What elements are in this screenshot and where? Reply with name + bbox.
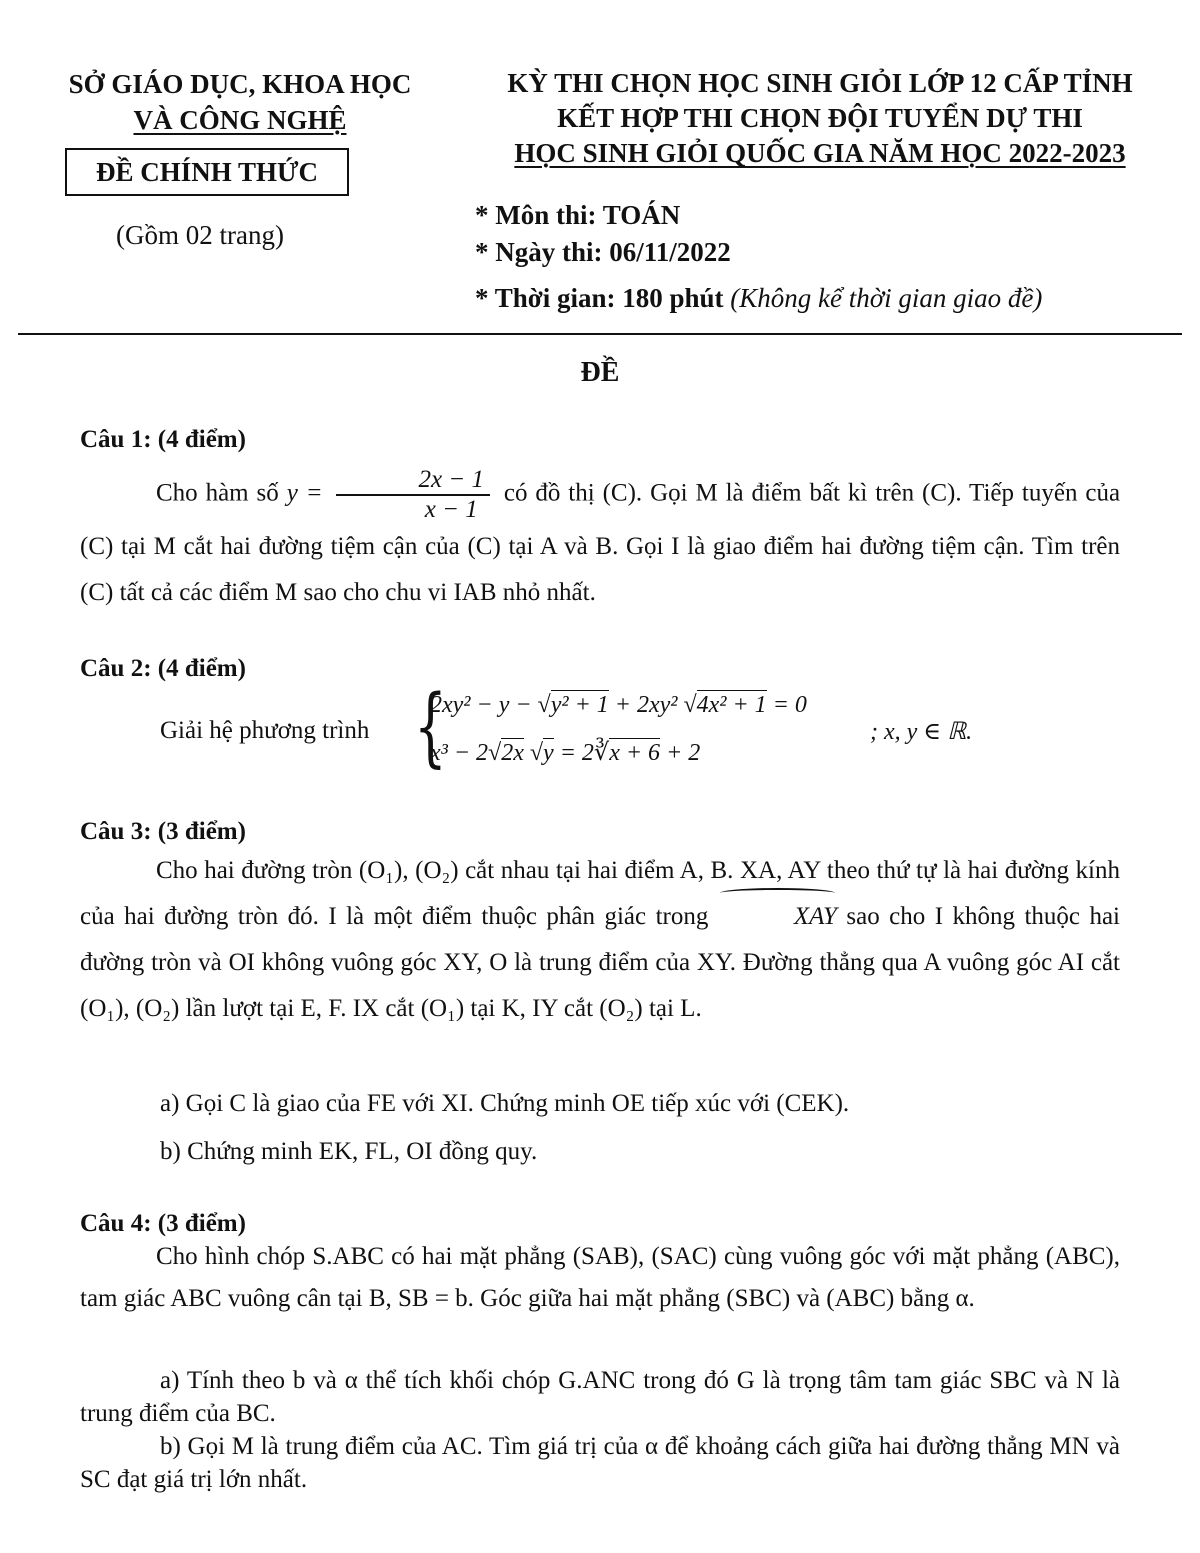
question-4-part-a: a) Tính theo b và α thể tích khối chóp G.ANC trong đó G là trọng tâm tam giác SBC và N là trung điểm của BC. [80,1367,1120,1427]
question-1-body: Cho hàm số y = $\frac{2x - 1}{x - 1}$ có đồ thị (C). Gọi M là điểm bất kì trên (C). Tiếp tuyến của (C) tại M cắt hai đường tiệm cận của (C) tại A và B. Gọi I là giao điểm hai đường tiệm cận. Tìm trên (C) tất cả các điểm M sao cho chu vi IAB nhỏ nhất. [80,466,1121,606]
exam-title-line-2: KẾT HỢP THI CHỌN ĐỘI TUYỂN DỰ THI [557,103,1083,133]
system-domain: ; x, y ∈ ℝ. [870,719,973,745]
authority-line-1: SỞ GIÁO DỤC, KHOA HỌC [68,69,412,99]
exam-time: * Thời gian: 180 phút (Không kể thời gian giao đề) [475,283,1043,313]
issuing-authority [40,66,440,138]
page-count: (Gồm 02 trang) [116,220,284,250]
exam-title [440,66,1200,171]
document-title: ĐỀ [580,357,620,388]
angle-xay: XAY [718,894,837,940]
authority-line-2: VÀ CÔNG NGHỆ [133,105,347,135]
exam-time-note: (Không kể thời gian giao đề) [730,283,1043,313]
exam-title-line-3: HỌC SINH GIỎI QUỐC GIA NĂM HỌC 2022-2023 [514,138,1126,168]
question-4-heading: Câu 4: (3 điểm) [80,1210,246,1237]
question-3-body: Cho hai đường tròn (O₁), (O₂) cắt nhau tại hai điểm A, B. XA, AY theo thứ tự là hai đường kính của hai đường tròn đó. I là một điểm thuộc phân giác trong XAY sao cho I không thuộc hai đường tròn và OI không vuông góc XY, O là trung điểm của XY. Đường thẳng qua A vuông góc AI cắt (O₁), (O₂) lần lượt tại E, F. IX cắt (O₁) tại K, IY cắt (O₂) tại L. [80,857,1121,1022]
question-2-heading: Câu 2: (4 điểm) [80,655,246,682]
fraction: $\frac{2x - 1}{x - 1}$ [336,466,489,524]
official-exam-box: ĐỀ CHÍNH THỨC [65,148,349,196]
question-3-part-a: a) Gọi C là giao của FE với XI. Chứng minh OE tiếp xúc với (CEK). [160,1090,850,1117]
equation-system [160,677,1160,780]
exam-date: * Ngày thi: 06/11/2022 [475,237,731,267]
question-4-part-b: b) Gọi M là trung điểm của AC. Tìm giá trị của α để khoảng cách giữa hai đường thẳng MN và SC đạt giá trị lớn nhất. [80,1433,1120,1493]
question-3-heading: Câu 3: (3 điểm) [80,818,246,845]
question-4-body: Cho hình chóp S.ABC có hai mặt phẳng (SAB), (SAC) cùng vuông góc với mặt phẳng (ABC), tam giác ABC vuông cân tại B, SB = b. Góc giữa hai mặt phẳng (SBC) và (ABC) bằng α. [80,1243,1120,1312]
system-brace: { [413,677,447,777]
exam-subject: * Môn thi: TOÁN [475,200,681,230]
system-intro: Giải hệ phương trình [160,717,370,744]
question-1-heading: Câu 1: (4 điểm) [80,426,246,453]
header-divider [18,333,1182,335]
equation-2: x³ − 2√2x √y = 2∛x + 6 + 2 [430,740,701,766]
equation-1: 2xy² − y − √y² + 1 + 2xy² √4x² + 1 = 0 [430,692,807,718]
question-3-part-b: b) Chứng minh EK, FL, OI đồng quy. [160,1138,538,1165]
exam-title-line-1: KỲ THI CHỌN HỌC SINH GIỎI LỚP 12 CẤP TỈNH [507,68,1133,98]
